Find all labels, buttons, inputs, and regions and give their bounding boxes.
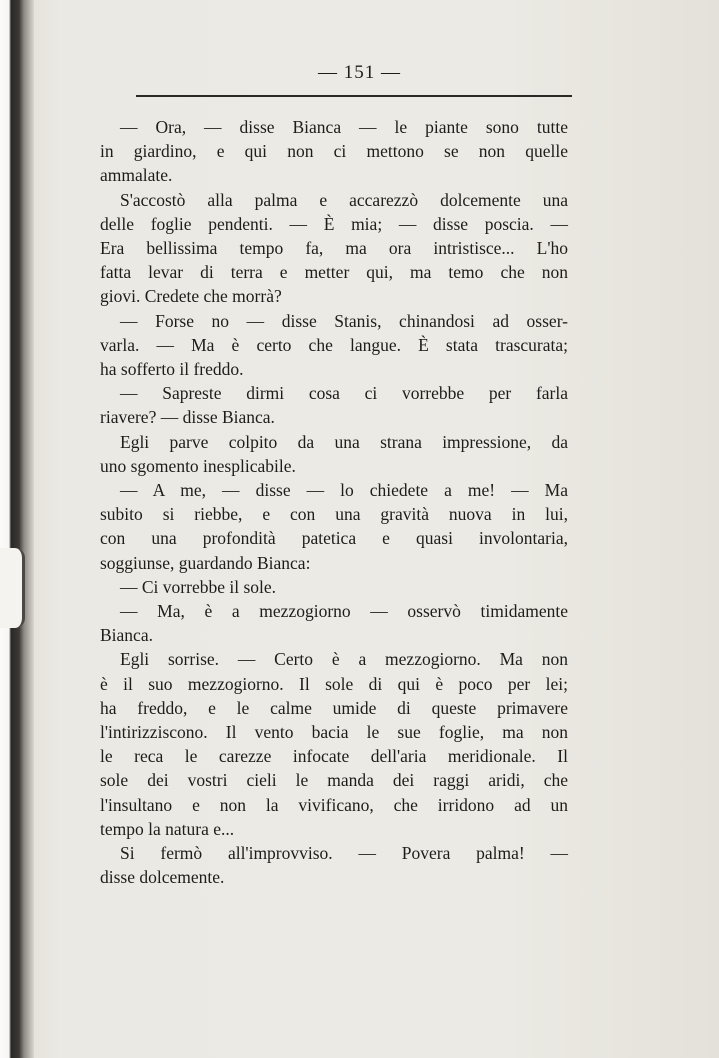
text-line: — Ora, — disse Bianca — le piante sono tutte: [120, 117, 568, 137]
text-line: ammalate.: [100, 165, 173, 186]
text-line: soggiunse, guardando Bianca:: [100, 552, 311, 573]
text-line: in giardino, e qui non ci mettono se non quelle: [100, 141, 568, 162]
text-line: è il suo mezzogiorno. Il sole di qui è poco per lei;: [100, 673, 568, 694]
text-line: Era bellissima tempo fa, ma ora intristisce... L'ho: [100, 238, 568, 259]
text-line: con una profondità patetica e quasi involontaria,: [100, 528, 568, 549]
header-rule: [136, 95, 572, 97]
text-line: — Ma, è a mezzogiorno — osservò timidamente: [120, 601, 568, 622]
text-line: fatta levar di terra e metter qui, ma temo che non: [100, 262, 568, 283]
text-line: giovi. Credete che morrà?: [100, 286, 282, 307]
page-number: — 151 —: [318, 62, 401, 83]
text-line: varla. — Ma è certo che langue. È stata trascurata;: [100, 334, 568, 355]
text-line: subito si riebbe, e con una gravità nuova in lui,: [100, 504, 568, 525]
text-line: ha freddo, e le calme umide di queste primavere: [100, 697, 568, 718]
book-binding-edge: [0, 0, 34, 1058]
text-line: delle foglie pendenti. — È mia; — disse poscia. —: [100, 213, 568, 234]
text-line: disse dolcemente.: [100, 867, 225, 888]
text-line: Bianca.: [100, 625, 153, 646]
text-line: S'accostò alla palma e accarezzò dolcemente una: [120, 189, 568, 210]
text-line: — A me, — disse — lo chiedete a me! — Ma: [120, 480, 568, 501]
text-line: tempo la natura e...: [100, 818, 235, 839]
text-line: sole dei vostri cieli le manda dei raggi aridi, che: [100, 770, 568, 791]
text-line: — Ci vorrebbe il sole.: [120, 576, 277, 597]
text-line: Egli parve colpito da una strana impressione, da: [120, 431, 568, 452]
binding-notch: [0, 548, 25, 628]
text-line: — Forse no — disse Stanis, chinandosi ad osser-: [120, 310, 568, 331]
text-line: Egli sorrise. — Certo è a mezzogiorno. Ma non: [120, 649, 568, 670]
text-line: — Sapreste dirmi cosa ci vorrebbe per farla: [120, 383, 568, 404]
text-line: uno sgomento inesplicabile.: [100, 455, 296, 476]
text-line: ha sofferto il freddo.: [100, 359, 244, 380]
text-line: le reca le carezze infocate dell'aria meridionale. Il: [100, 746, 568, 767]
text-line: l'insultano e non la vivificano, che irridono ad un: [100, 794, 568, 815]
text-line: riavere? — disse Bianca.: [100, 407, 275, 428]
text-line: Si fermò all'improvviso. — Povera palma! —: [120, 843, 568, 864]
text-line: l'intirizziscono. Il vento bacia le sue foglie, ma non: [100, 722, 568, 743]
body-text: [100, 115, 568, 890]
